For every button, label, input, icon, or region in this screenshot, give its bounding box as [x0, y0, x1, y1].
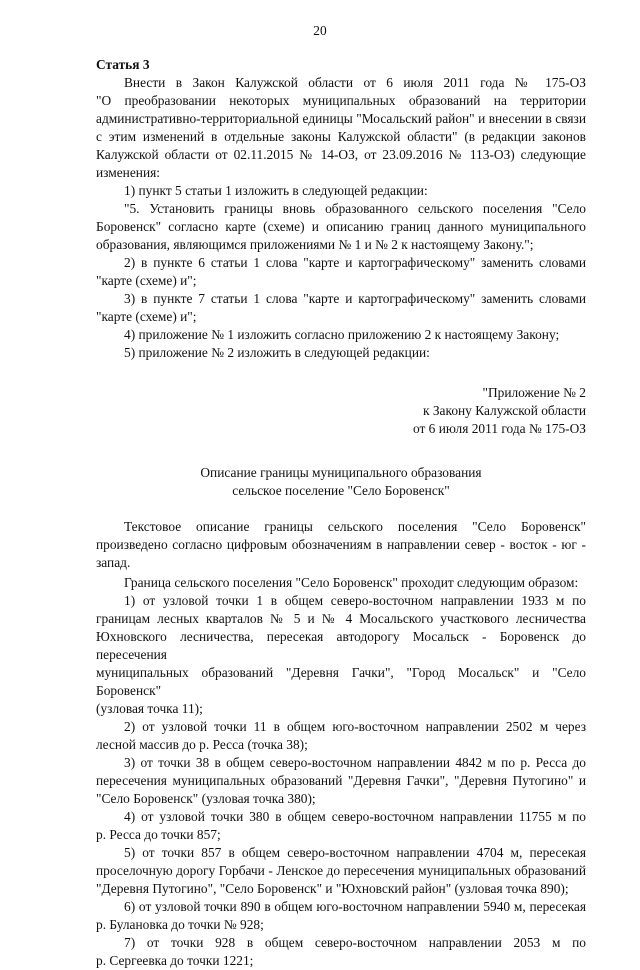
- description-title: [96, 464, 586, 500]
- quote-line: образования, являющимся приложениями № 1 и № 2 к настоящему Закону.";: [96, 237, 534, 252]
- segment-line: 3) от точки 38 в общем северо-восточном направлении 4842 м по р. Ресса до: [124, 755, 586, 770]
- segment-line: Юхновского лесничества, пересекая автодорогу Мосальск - Боровенск до пересечения: [96, 629, 586, 662]
- appendix-header: [96, 384, 586, 438]
- segment-4: [96, 808, 586, 844]
- quote-line: Боровенск" согласно карте (схеме) и описанию границ данного муниципального: [96, 219, 586, 234]
- intro-line: с этим изменений в отдельные законы Калужской области" (в редакции законов: [96, 129, 586, 144]
- item-2-line: 2) в пункте 6 статьи 1 слова "карте и картографическому" заменить словами: [124, 255, 586, 270]
- description-title-line: Описание границы муниципального образования: [200, 465, 482, 480]
- segment-3: [96, 754, 586, 808]
- description-line: произведено согласно цифровым обозначениям в направлении север - восток - юг -: [96, 537, 586, 552]
- item-3: [96, 290, 586, 326]
- segment-6: [96, 898, 586, 934]
- appendix-line: "Приложение № 2: [482, 385, 586, 400]
- intro-line: административно-территориальной единицы "Мосальский район" и внесении в связи: [96, 111, 586, 126]
- segment-line: муниципальных образований "Деревня Гачки", "Город Мосальск" и "Село Боровенск": [96, 665, 586, 698]
- document-body: [96, 56, 586, 970]
- appendix-line: от 6 июля 2011 года № 175-ОЗ: [412, 421, 586, 436]
- description-line: запад.: [96, 555, 131, 570]
- segment-line: границам лесных кварталов № 5 и № 4 Мосальского участкового лесничества: [96, 611, 586, 626]
- segment-line: лесной массив до р. Ресса (точка 38);: [96, 737, 308, 752]
- description-line: Текстовое описание границы сельского поселения "Село Боровенск": [124, 519, 586, 534]
- description-text: [96, 518, 586, 572]
- segment-line: "Деревня Путогино", "Село Боровенск" и "Юхновский район" (узловая точка 890);: [96, 881, 569, 896]
- intro-line: Калужской области от 02.11.2015 № 14-ОЗ, от 23.09.2016 № 113-ОЗ) следующие: [96, 147, 586, 162]
- item-5: 5) приложение № 2 изложить в следующей редакции:: [124, 345, 430, 360]
- segment-1: [96, 592, 586, 718]
- segment-line: 6) от узловой точки 890 в общем юго-восточном направлении 5940 м, пересекая: [124, 899, 586, 914]
- segment-line: 7) от точки 928 в общем северо-восточном направлении 2053 м по: [124, 935, 586, 950]
- segment-2: [96, 718, 586, 754]
- item-2: [96, 254, 586, 290]
- article-heading: Статья 3: [96, 57, 150, 72]
- intro-line: Внести в Закон Калужской области от 6 июля 2011 года № 175-ОЗ: [124, 75, 586, 90]
- appendix-line: к Закону Калужской области: [422, 403, 586, 418]
- item-1: 1) пункт 5 статьи 1 изложить в следующей редакции:: [124, 183, 428, 198]
- segment-line: р. Ресса до точки 857;: [96, 827, 221, 842]
- item-1-quote: [96, 200, 586, 254]
- segment-line: 4) от узловой точки 380 в общем северо-восточном направлении 11755 м по: [124, 809, 586, 824]
- intro-line: изменения:: [96, 165, 161, 180]
- segment-line: р. Булановка до точки № 928;: [96, 917, 264, 932]
- item-4: 4) приложение № 1 изложить согласно приложению 2 к настоящему Закону;: [124, 327, 560, 342]
- segment-line: 5) от точки 857 в общем северо-восточном направлении 4704 м, пересекая: [124, 845, 586, 860]
- segment-line: пересечения муниципальных образований "Деревня Гачки", "Деревня Путогино" и: [96, 773, 586, 788]
- segment-line: 1) от узловой точки 1 в общем северо-восточном направлении 1933 м по: [124, 593, 586, 608]
- segment-line: "Село Боровенск" (узловая точка 380);: [96, 791, 316, 806]
- segment-line: 2) от узловой точки 11 в общем юго-восточном направлении 2502 м через: [124, 719, 586, 734]
- boundary-intro: Граница сельского поселения "Село Боровенск" проходит следующим образом:: [124, 575, 579, 590]
- segment-line: р. Сергеевка до точки 1221;: [96, 953, 254, 968]
- quote-line: "5. Установить границы вновь образованного сельского поселения "Село: [124, 201, 586, 216]
- article-intro: [96, 74, 586, 182]
- item-3-line: 3) в пункте 7 статьи 1 слова "карте и картографическому" заменить словами: [124, 291, 586, 306]
- item-2-line: "карте (схеме) и";: [96, 273, 197, 288]
- page-number: 20: [313, 23, 327, 38]
- segment-5: [96, 844, 586, 898]
- item-3-line: "карте (схеме) и";: [96, 309, 197, 324]
- description-title-line: сельское поселение "Село Боровенск": [232, 483, 450, 498]
- segment-line: проселочную дорогу Горбачи - Ленское до пересечения муниципальных образований: [96, 863, 586, 878]
- intro-line: "О преобразовании некоторых муниципальных образований на территории: [96, 93, 586, 108]
- segment-7: [96, 934, 586, 970]
- segment-line: (узловая точка 11);: [96, 701, 203, 716]
